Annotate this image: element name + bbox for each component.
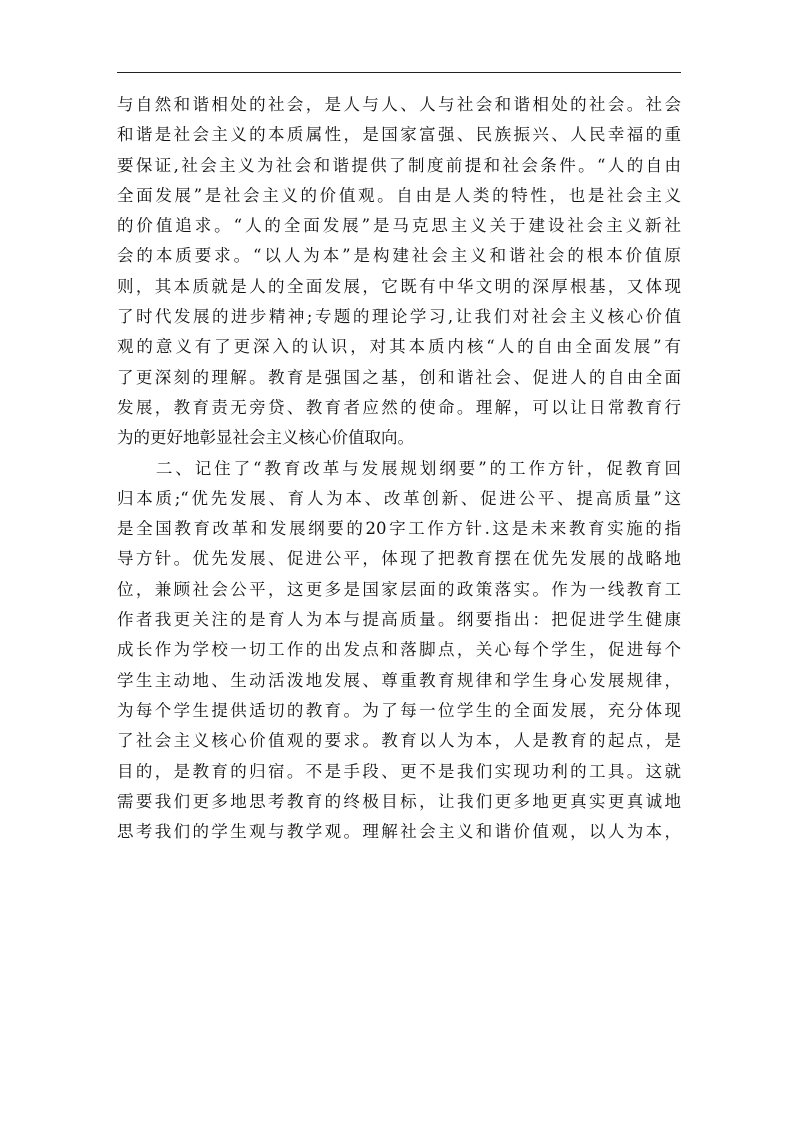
text-line: 了社会主义核心价值观的要求。教育以人为本，人是教育的起点，是 [117,731,681,751]
text-line: 则，其本质就是人的全面发展，它既有中华文明的深厚根基，又体现 [117,276,681,296]
text-line: 是全国教育改革和发展纲要的20字工作方针.这是未来教育实施的指 [117,519,681,539]
paragraph-2 [117,454,681,848]
text-line: 目的，是教育的归宿。不是手段、更不是我们实现功利的工具。这就 [117,761,681,781]
header-rule [117,72,681,73]
text-line: 二、记住了“教育改革与发展规划纲要”的工作方针，促教育回 [117,458,681,478]
text-line: 的价值追求。“人的全面发展”是马克思主义关于建设社会主义新社 [117,216,681,236]
text-line: 归本质;“优先发展、育人为本、改革创新、促进公平、提高质量”这 [117,488,681,508]
text-line: 全面发展”是社会主义的价值观。自由是人类的特性，也是社会主义 [117,185,681,205]
text-line: 与自然和谐相处的社会，是人与人、人与社会和谐相处的社会。社会 [117,95,681,114]
text-line: 了时代发展的进步精神;专题的理论学习,让我们对社会主义核心价值 [117,307,681,327]
text-line: 为每个学生提供适切的教育。为了每一位学生的全面发展，充分体现 [117,700,681,720]
text-line: 导方针。优先发展、促进公平，体现了把教育摆在优先发展的战略地 [117,549,681,569]
document-body [117,90,681,847]
text-line: 成长作为学校一切工作的出发点和落脚点，关心每个学生，促进每个 [117,640,681,660]
text-line: 会的本质要求。“以人为本”是构建社会主义和谐社会的根本价值原 [117,246,681,266]
text-line: 观的意义有了更深入的认识，对其本质内核“人的自由全面发展”有 [117,337,681,357]
text-line: 为的更好地彰显社会主义核心价值取向。 [117,428,414,448]
paragraph-1 [117,90,681,454]
text-line: 位，兼顾社会公平，这更多是国家层面的政策落实。作为一线教育工 [117,579,681,599]
text-line: 学生主动地、生动活泼地发展、尊重教育规律和学生身心发展规律， [117,670,681,690]
text-line: 作者我更关注的是育人为本与提高质量。纲要指出：把促进学生健康 [117,610,681,630]
text-line: 需要我们更多地思考教育的终极目标，让我们更多地更真实更真诚地 [117,791,681,811]
text-line: 发展，教育责无旁贷、教育者应然的使命。理解，可以让日常教育行 [117,397,681,417]
text-line: 思考我们的学生观与教学观。理解社会主义和谐价值观，以人为本， [117,822,681,842]
text-line: 了更深刻的理解。教育是强国之基，创和谐社会、促进人的自由全面 [117,367,681,387]
text-line: 和谐是社会主义的本质属性，是国家富强、民族振兴、人民幸福的重 [117,125,681,145]
text-line: 要保证,社会主义为社会和谐提供了制度前提和社会条件。“人的自由 [117,155,681,175]
